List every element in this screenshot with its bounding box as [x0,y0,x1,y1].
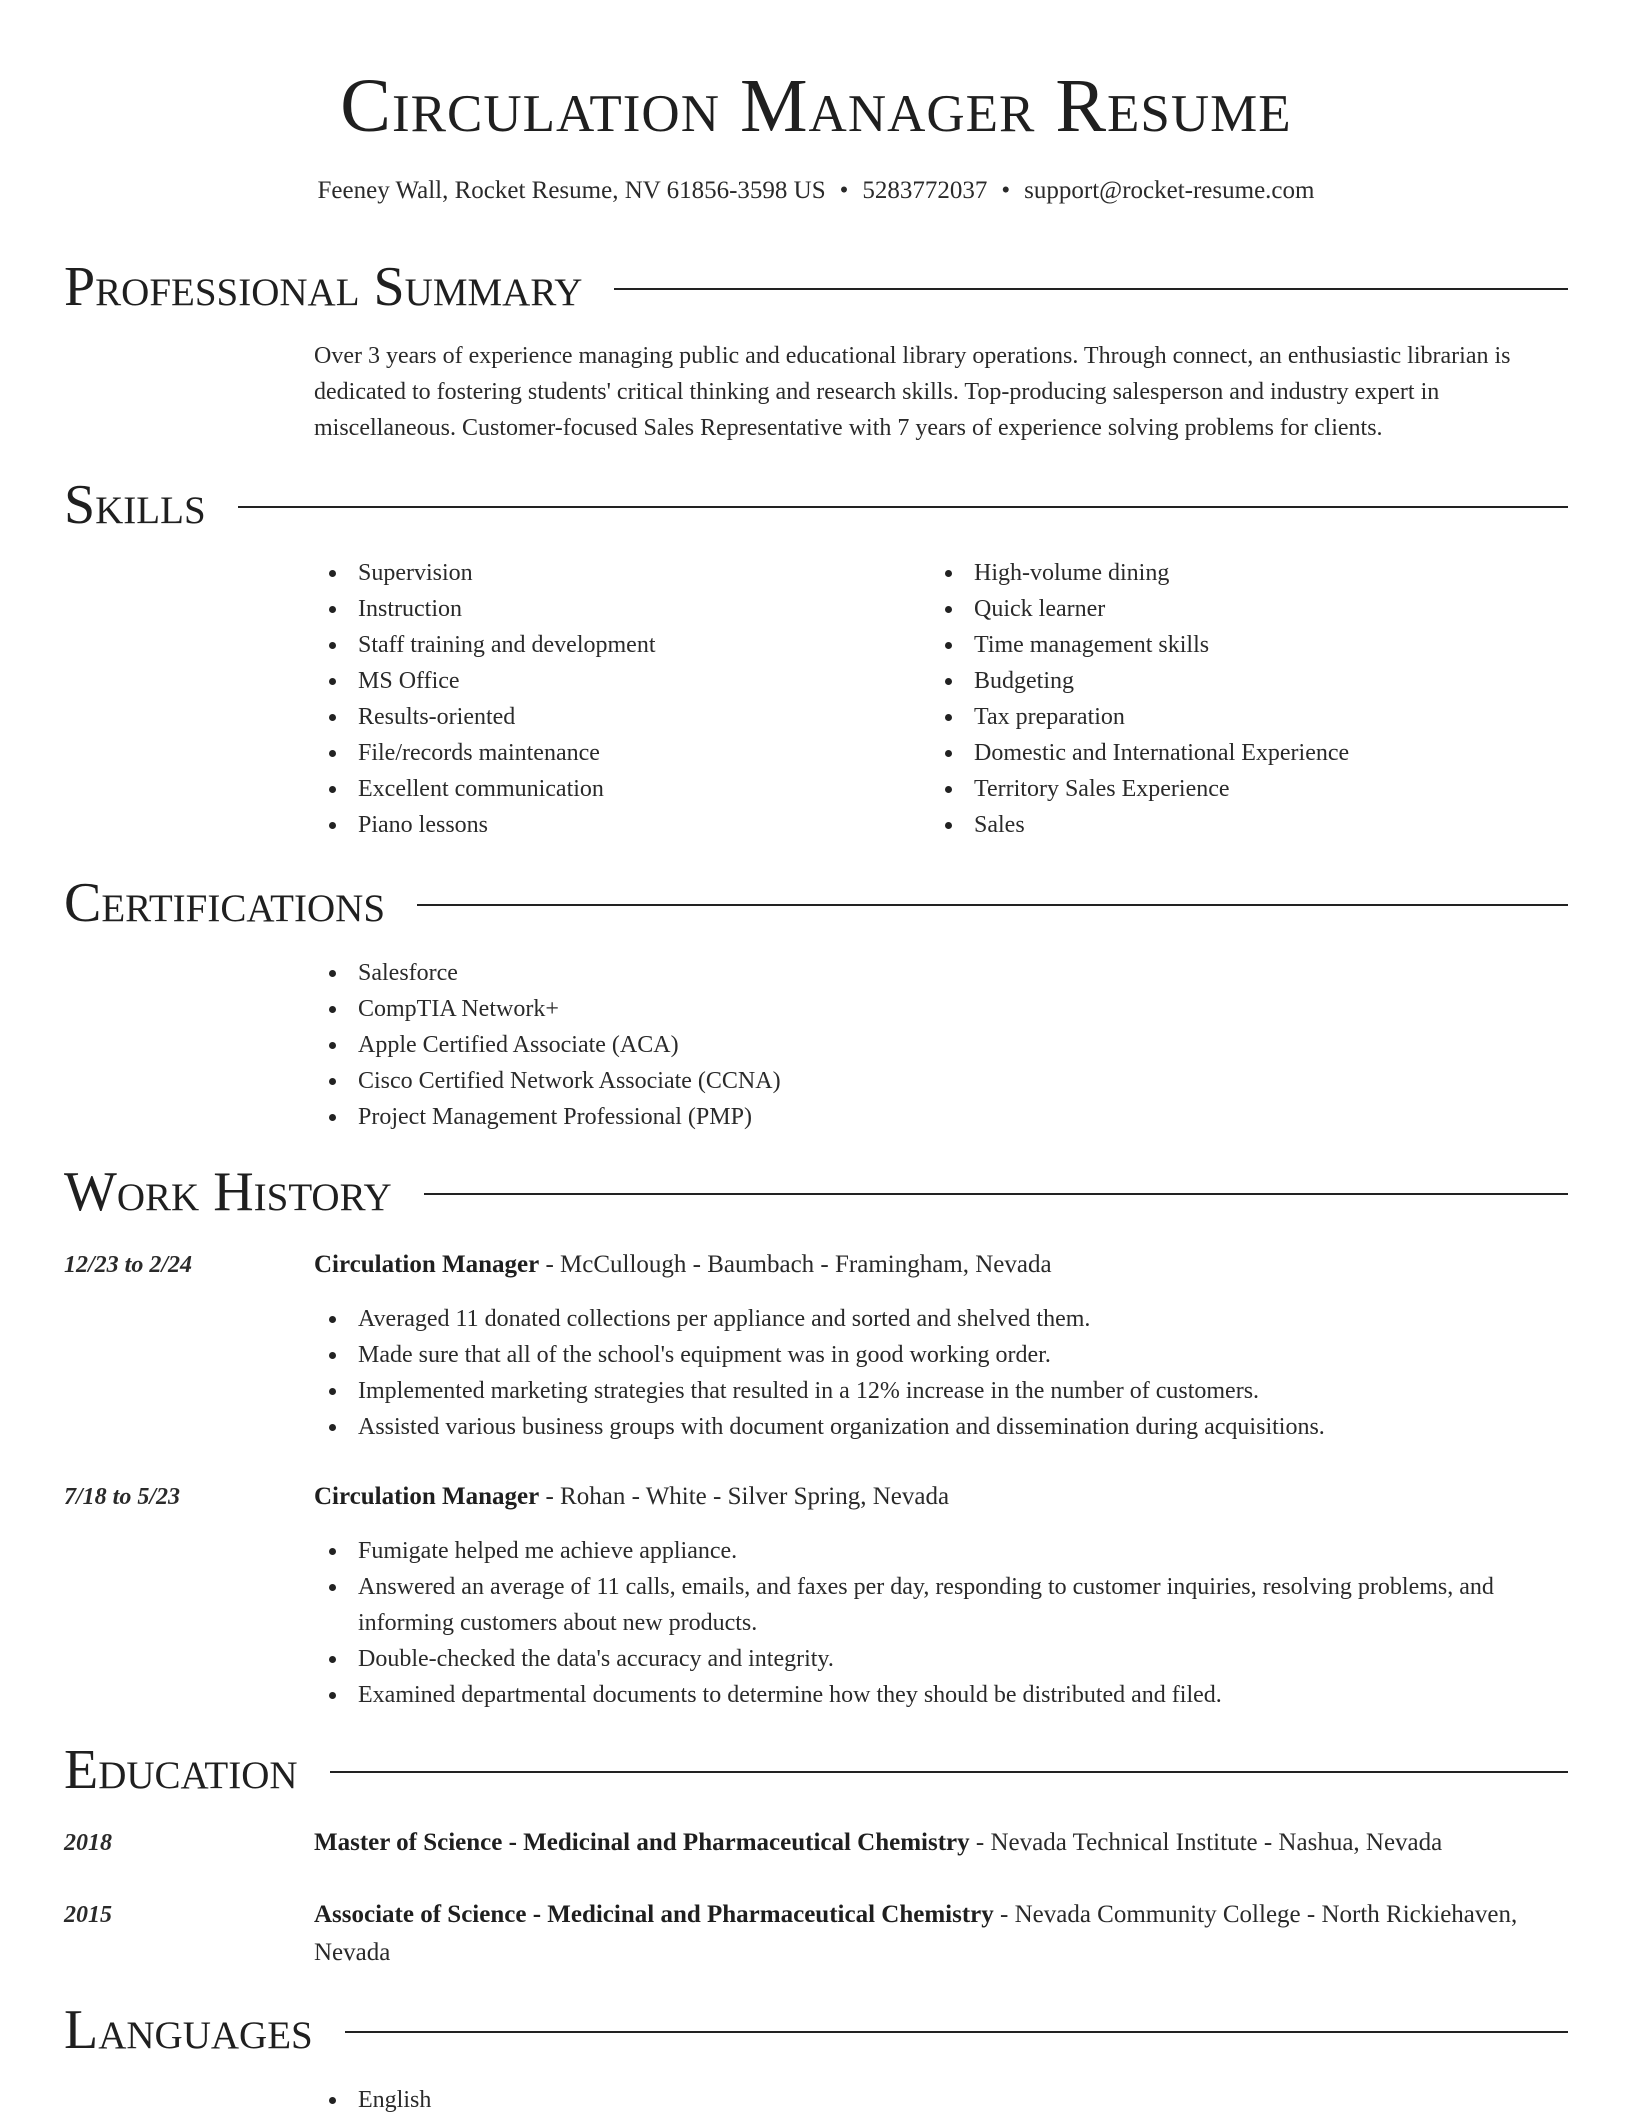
certification-item: Salesforce [314,955,1568,991]
job-employer: - Rohan - White - Silver Spring, Nevada [539,1483,950,1510]
job-bullet: Examined departmental documents to determine how they should be distributed and filed. [314,1677,1568,1713]
section-heading: Languages [64,1999,313,2061]
skill-item: Supervision [314,555,914,591]
section-work-history-header [64,1157,1568,1227]
job-title: Circulation Manager [314,1251,540,1278]
section-divider [345,2031,1568,2033]
skill-item: Instruction [314,591,914,627]
section-divider [614,288,1568,290]
section-divider [238,506,1568,508]
job-bullet: Made sure that all of the school's equipment was in good working order. [314,1337,1568,1373]
skill-item: File/records maintenance [314,735,914,771]
page-title: Circulation Manager Resume [340,64,1292,148]
language-item: English [314,2082,1568,2118]
job-bullet: Averaged 11 donated collections per appliance and sorted and shelved them. [314,1301,1568,1337]
skill-item: Territory Sales Experience [930,771,1530,807]
certification-item: Cisco Certified Network Associate (CCNA) [314,1063,1568,1099]
skill-item: High-volume dining [930,555,1530,591]
job-bullet: Double-checked the data's accuracy and integrity. [314,1641,1568,1677]
section-heading: Education [64,1739,298,1801]
skill-item: Staff training and development [314,627,914,663]
skill-item: Time management skills [930,627,1530,663]
education-entry [314,1896,1568,1972]
section-divider [417,904,1568,906]
job-heading [314,1478,1568,1516]
job-title: Circulation Manager [314,1483,540,1510]
certification-item: Apple Certified Associate (ACA) [314,1027,1568,1063]
section-skills-header [64,470,1568,540]
skill-item: Excellent communication [314,771,914,807]
skill-item: MS Office [314,663,914,699]
certifications-list [314,955,1568,1135]
education-year: 2018 [64,1830,112,1856]
skill-item: Piano lessons [314,807,914,843]
skill-item: Budgeting [930,663,1530,699]
summary-text: Over 3 years of experience managing public and educational library operations. Through connect, an enthusiastic librarian is dedicated to fostering students' critical thinking and research skills. Top-producing salesperson and industry expert in miscellaneous. Customer-focused Sales Representative with 7 years of experience solving problems for clients. [314,343,1511,441]
section-heading: Professional Summary [64,256,583,318]
education-school: - Nevada Community College - North Rickiehaven, Nevada [314,1901,1518,1966]
education-entry [314,1824,1568,1862]
job-bullets [314,1533,1568,1713]
languages-list [314,2082,1568,2118]
job-bullet: Assisted various business groups with document organization and dissemination during acquisitions. [314,1409,1568,1445]
contact-address: Feeney Wall, Rocket Resume, NV 61856-3598 US [317,177,826,204]
skill-item: Tax preparation [930,699,1530,735]
education-degree: Master of Science - Medicinal and Pharmaceutical Chemistry [314,1829,970,1856]
contact-line [0,174,1632,208]
contact-separator: • [839,177,849,204]
education-degree: Associate of Science - Medicinal and Pharmaceutical Chemistry [314,1901,994,1928]
section-heading: Skills [64,474,206,536]
section-divider [424,1193,1568,1195]
skill-item: Sales [930,807,1530,843]
job-dates: 12/23 to 2/24 [64,1252,193,1278]
skill-item: Domestic and International Experience [930,735,1530,771]
section-heading: Certifications [64,872,386,934]
certification-item: Project Management Professional (PMP) [314,1099,1568,1135]
job-heading [314,1246,1568,1284]
contact-email: support@rocket-resume.com [1024,177,1315,204]
section-heading: Work History [64,1161,392,1223]
skill-item: Quick learner [930,591,1530,627]
section-certifications-header [64,868,1568,938]
section-education-header [64,1735,1568,1805]
job-dates: 7/18 to 5/23 [64,1484,181,1510]
contact-phone: 5283772037 [862,177,988,204]
certification-item: CompTIA Network+ [314,991,1568,1027]
education-school: - Nevada Technical Institute - Nashua, Nevada [969,1829,1443,1856]
skill-item: Results-oriented [314,699,914,735]
job-bullets [314,1301,1568,1445]
section-summary-header [64,252,1568,322]
education-year: 2015 [64,1902,112,1928]
section-divider [330,1771,1568,1773]
skills-column-left [314,555,914,843]
job-bullet: Implemented marketing strategies that resulted in a 12% increase in the number of customers. [314,1373,1568,1409]
job-bullet: Fumigate helped me achieve appliance. [314,1533,1568,1569]
section-languages-header [64,1995,1568,2065]
contact-separator: • [1001,177,1011,204]
job-employer: - McCullough - Baumbach - Framingham, Nevada [539,1251,1052,1278]
skills-column-right [930,555,1530,843]
job-bullet: Answered an average of 11 calls, emails, and faxes per day, responding to customer inquiries, resolving problems, and informing customers about new products. [314,1569,1568,1641]
